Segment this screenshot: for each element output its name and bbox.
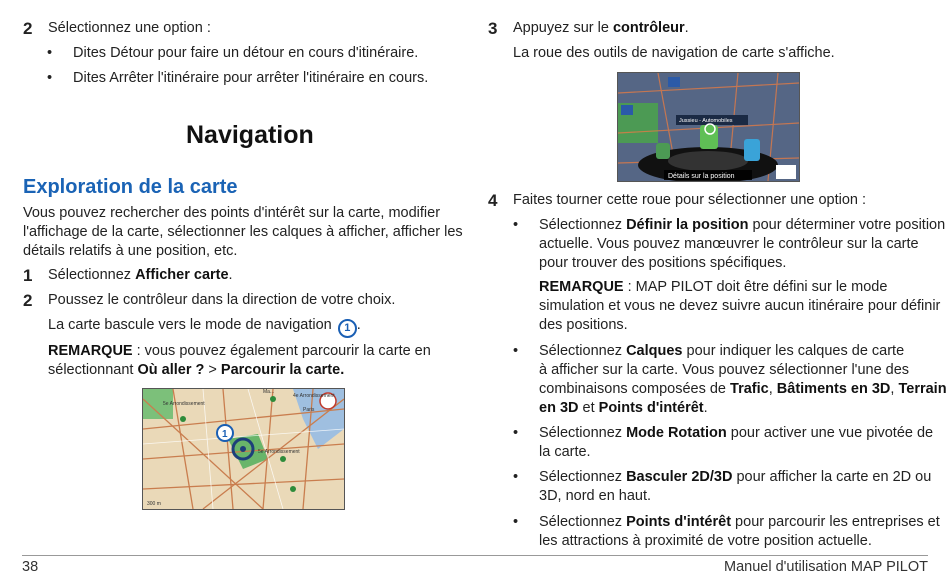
step-result: La carte bascule vers le mode de navigation 1 . <box>48 316 361 338</box>
step-text: Sélectionnez une option : <box>48 20 211 36</box>
bullet-line: à afficher sur la carte. Vous pouvez sélectionner l'une des <box>539 362 910 378</box>
map-caption: Détails sur la position <box>668 173 735 180</box>
callout-number: 1 <box>222 429 228 440</box>
bullet-item: • Sélectionnez Mode Rotation pour activer une vue pivotée de <box>539 424 933 444</box>
step-text: Poussez le contrôleur dans la direction de votre choix. <box>48 292 396 308</box>
map-screenshot <box>142 388 345 510</box>
bullet-item: • Dites Arrêter l'itinéraire pour arrêter l'itinéraire en cours. <box>73 69 428 89</box>
bullet-line: pour trouver des positions spécifiques. <box>539 255 787 271</box>
note-line: des positions. <box>539 317 628 333</box>
section-title: Exploration de la carte <box>23 176 238 198</box>
intro-line: Vous pouvez rechercher des points d'intérêt sur la carte, modifier <box>23 205 441 221</box>
note-line: simulation et vous ne devez suivre aucun itinéraire pour définir <box>539 298 941 314</box>
map-graphic <box>143 389 344 509</box>
bullet-line: la carte. <box>539 444 591 460</box>
intro-line: détails relatifs à une position, etc. <box>23 243 238 259</box>
footer-divider <box>22 555 928 556</box>
bullet-item: • Sélectionnez Basculer 2D/3D pour afficher la carte en 2D ou <box>539 468 931 488</box>
step-text: Faites tourner cette roue pour sélectionner une option : <box>513 192 867 208</box>
map-label: 5e Arrondissement <box>163 401 205 407</box>
step-result: La roue des outils de navigation de carte s'affiche. <box>513 45 835 61</box>
map-scale: 300 m <box>147 501 161 507</box>
bullet-line: 3D, nord en haut. <box>539 488 652 504</box>
intro-line: l'affichage de la carte, sélectionner les calques à afficher, afficher les <box>23 224 463 240</box>
bullet-line: actuelle. Vous pouvez manœuvrer le contrôleur sur la carte <box>539 236 919 252</box>
step-text: Appuyez sur le contrôleur. <box>513 20 689 36</box>
callout-icon: 1 <box>338 319 357 338</box>
bullet-item: • Sélectionnez Points d'intérêt pour parcourir les entreprises et <box>539 513 940 533</box>
bullet-item: • Sélectionnez Calques pour indiquer les calques de carte <box>539 342 904 362</box>
map-label: 5e Arrondissement <box>258 449 300 455</box>
manual-title: Manuel d'utilisation MAP PILOT <box>724 559 928 575</box>
bullet-line: les attractions à proximité de votre position actuelle. <box>539 533 872 549</box>
step-number: 3 <box>488 19 498 38</box>
bullet-line: combinaisons composées de Trafic, Bâtiments en 3D, Terrain <box>539 381 947 397</box>
step-number: 1 <box>23 266 33 285</box>
bullet-item: • Dites Détour pour faire un détour en cours d'itinéraire. <box>73 44 418 64</box>
map-label: Ma... <box>263 389 275 395</box>
step-number: 2 <box>23 19 33 38</box>
step-number: 4 <box>488 191 498 210</box>
map-tag: Jussieu - Automobiles <box>679 118 733 124</box>
note: REMARQUE : MAP PILOT doit être défini sur le mode <box>539 279 888 295</box>
map-wheel-graphic <box>618 73 799 181</box>
step-text: Sélectionnez Afficher carte. <box>48 267 233 283</box>
map-label: Paris <box>303 407 315 413</box>
bullet-line: en 3D et Points d'intérêt. <box>539 400 708 416</box>
step-number: 2 <box>23 291 33 310</box>
map-label: 4e Arrondissement <box>293 393 335 399</box>
note: sélectionnant Où aller ? > Parcourir la carte. <box>48 362 345 378</box>
note: REMARQUE : vous pouvez également parcourir la carte en <box>48 343 431 359</box>
map-wheel-screenshot <box>617 72 800 182</box>
page-title: Navigation <box>186 121 314 149</box>
bullet-item: • Sélectionnez Définir la position pour déterminer votre position <box>539 216 945 236</box>
page-number: 38 <box>22 559 39 575</box>
